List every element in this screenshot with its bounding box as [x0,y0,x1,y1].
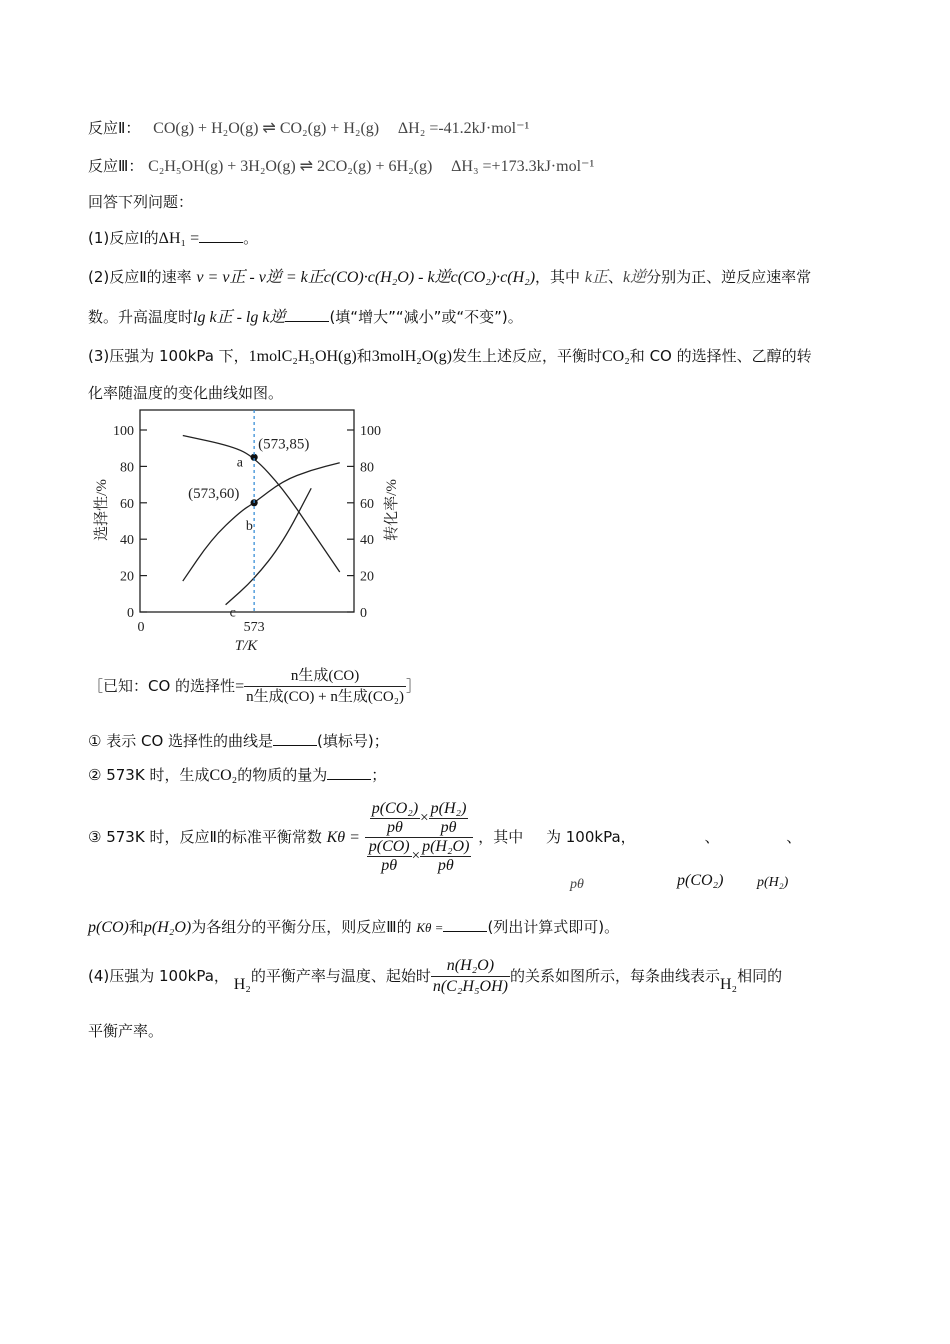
answer-blank[interactable] [327,765,371,780]
question-2-mid: ，其中 [535,268,581,286]
question-2-line-1 [88,266,811,289]
y-tick-label-left: 0 [127,606,134,621]
y-tick-label-left: 20 [120,569,134,585]
reaction-3-label: 反应Ⅲ： [88,157,144,175]
subquestion-2-text: ② 573K 时，生成 [88,766,210,784]
y-tick-label-right: 60 [360,496,374,512]
answer-blank[interactable] [273,731,317,746]
p-co-symbol: p(CO) [88,919,129,936]
question-2-line-2-end: (填“增大”“减小”或“不变”)。 [329,308,523,326]
x-axis-label: T/K [234,638,258,654]
answer-prompt: 回答下列问题： [88,193,194,211]
h2-formula: H₂ [233,976,251,993]
subquestion-1 [88,730,389,752]
curve-b [183,463,340,581]
known-eq: = [235,678,245,695]
p-theta: pθ [367,856,412,875]
reaction-3-equation: C₂H₅OH(g) + 3H₂O(g) ⇌ 2CO₂(g) + 6H₂(g) [148,158,433,175]
y-tick-label-right: 40 [360,533,374,549]
reaction-2-label: 反应Ⅱ： [88,119,141,137]
p-theta: pθ [370,818,420,837]
question-2-text: (2)反应Ⅱ的速率 [88,268,192,286]
reaction-2-line [88,117,529,140]
kp-fraction [365,800,474,875]
reaction-3-line [88,155,594,178]
question-2-end: 分别为正、逆反应速率常 [646,268,812,286]
p-theta-symbol: pθ [570,877,584,892]
question-3-line-1 [88,345,812,368]
curve-label-c: c [229,605,236,621]
co2-formula: CO₂ [601,348,630,365]
ratio-numerator: n(H₂O) [446,957,495,974]
subquestion-3-mid: ，其中 [478,828,524,846]
question-4-end: 相同的 [737,967,783,985]
kp-numerator [365,800,474,837]
question-2-line-2-text: 数。升高温度时 [88,308,194,326]
rate-expression: v = v正 - v逆 = k正c(CO)·c(H₂O) - k逆c(CO₂)·c(H₂) [196,269,536,286]
y-axis-label-left: 选择性/% [94,479,110,541]
subquestion-3-line-2-text: 为各组分的平衡分压，则反应Ⅲ的 [191,918,412,936]
p-co2-symbol: p(CO₂) [677,872,724,889]
water-amount: 3molH₂O(g) [371,348,452,365]
y-tick-label-left: 40 [120,533,134,549]
selectivity-conversion-chart [86,400,416,660]
curve-c [226,488,312,604]
lg-expression: lg k正 - lg k逆 [193,309,286,326]
subquestion-2-end: ； [371,766,387,784]
known-text: ［已知：CO 的选择性 [88,677,236,695]
curve-label-b: b [245,518,253,534]
reaction-2-enthalpy: ΔH₂ =-41.2kJ·mol⁻¹ [397,120,530,137]
y-axis-label-right: 转化率/% [384,479,400,541]
ratio-denominator: n(C₂H₅OH) [432,978,508,995]
question-4-line-2: 平衡产率。 [88,1022,164,1040]
question-1 [88,227,258,250]
selectivity-fraction [244,666,406,707]
subquestion-2 [88,764,386,787]
question-4-after: 的关系如图所示，每条曲线表示 [509,967,720,985]
reaction-3-enthalpy: ΔH₃ =+173.3kJ·mol⁻¹ [451,158,595,175]
question-2-line-2 [88,306,523,329]
subquestion-3-line-2-end: (列出计算式即可)。 [487,918,620,936]
p-h2o-symbol: p(H₂O) [143,919,192,936]
k-reverse: k逆 [622,269,647,286]
curve-label-a: a [236,455,243,471]
reaction-2-equation: CO(g) + H₂O(g) ⇌ CO₂(g) + H₂(g) [153,120,380,137]
y-tick-label-left: 80 [120,460,134,476]
question-3-end: 和 CO 的选择性、乙醇的转 [629,347,812,365]
question-1-text: (1)反应Ⅰ的 [88,229,159,247]
question-3-text: (3)压强为 100kPa 下， [88,347,249,365]
known-end: ］ [405,677,421,695]
subquestion-3-line-2 [88,916,619,939]
question-4-line-1 [88,956,782,997]
point-label-573-85: (573,85) [258,436,310,453]
separator-2: 、 [786,828,802,846]
separator-1: 、 [704,828,720,846]
answer-blank[interactable] [443,917,487,932]
question-1-end: 。 [243,229,259,247]
point-label-573-60: (573,60) [188,485,240,502]
k-theta: Kθ = [326,829,360,846]
question-3-line-2: 化率随温度的变化曲线如图。 [88,384,284,402]
known-definition [88,666,421,707]
h2-formula: H₂ [719,976,738,993]
curve-a [183,435,340,572]
kp-denominator [365,837,474,875]
y-tick-label-right: 80 [360,460,374,476]
and-word: 和 [128,918,144,936]
subquestion-3-line-1 [88,800,801,875]
question-1-dh: ΔH₁ = [158,230,200,247]
subquestion-2-mid: 的物质的量为 [237,766,328,784]
x-origin-label: 0 [137,620,145,635]
separator: 、 [607,268,623,286]
p-co2: p(CO₂) [371,800,419,817]
y-tick-label-left: 60 [120,496,134,512]
p-theta: pθ [429,818,469,837]
subquestion-3-text: ③ 573K 时，反应Ⅱ的标准平衡常数 [88,828,322,846]
k-forward: k正 [584,269,608,286]
answer-blank[interactable] [199,228,243,243]
question-3-mid: 发生上述反应，平衡时 [451,347,602,365]
selectivity-denominator: n生成(CO) + n生成(CO₂) [244,686,406,707]
times-sign: × [411,847,421,864]
selectivity-numerator: n生成(CO) [290,668,360,684]
p-h2: p(H₂) [430,800,467,817]
question-4-text: (4)压强为 100kPa， [88,967,229,985]
answer-blank[interactable] [285,307,329,322]
p-co: p(CO) [368,838,410,855]
ethanol-amount: 1molC₂H₅OH(g) [248,348,357,365]
p-h2o: p(H₂O) [422,838,470,855]
times-sign: × [420,809,429,826]
plot-frame [140,410,354,612]
ratio-fraction [431,956,510,997]
y-tick-label-right: 100 [360,424,381,439]
y-tick-label-right: 0 [360,606,367,621]
and-word: 和 [356,347,372,365]
subquestion-1-text: ① 表示 CO 选择性的曲线是 [88,732,274,750]
y-tick-label-right: 20 [360,569,374,585]
p-theta: pθ [420,856,471,875]
subquestion-1-end: (填标号)； [317,732,389,750]
co2-formula: CO₂ [209,767,238,784]
y-tick-label-left: 100 [113,424,134,439]
p-h2-symbol: p(H₂) [757,875,789,890]
x-tick-573: 573 [243,620,265,635]
question-4-mid: 的平衡产率与温度、起始时 [250,967,431,985]
k-theta: Kθ = [416,920,444,935]
subquestion-3-mid2: 为 100kPa， [546,828,636,846]
